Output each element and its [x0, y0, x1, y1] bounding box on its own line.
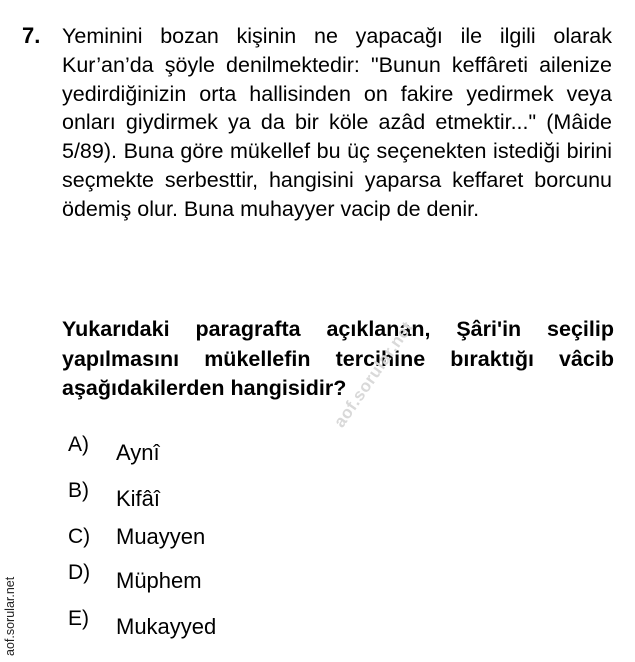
- watermark-diagonal: aof.sorular.net: [330, 317, 418, 431]
- option-a[interactable]: [68, 432, 318, 468]
- watermark-side: aof.sorular.net: [3, 576, 17, 656]
- question-text: Yeminini bozan kişinin ne yapacağı ile ilgili olarak Kur’an’da şöyle denilmektedir: "Bunun keffâreti ailenize yedirdiğinizin orta hallisinden on fakire yedirmek veya onları giydirmek ya da bir köle azâd etmektir..." (Mâide 5/89). Buna göre mükellef bu üç seçenekten istediği birini seçmekte serbesttir, hangisini yaparsa keffaret borcunu ödemiş olur. Buna muhayyer vacip de denir.: [62, 24, 612, 221]
- option-text: Müphem: [116, 568, 202, 593]
- option-text: Aynî: [116, 440, 160, 465]
- option-d[interactable]: [68, 560, 318, 596]
- option-c[interactable]: [68, 524, 318, 560]
- option-text: Mukayyed: [116, 614, 217, 639]
- option-letter: C): [68, 525, 91, 548]
- option-text: Kifâî: [116, 486, 161, 511]
- option-b[interactable]: [68, 478, 318, 514]
- option-letter: D): [68, 561, 91, 584]
- option-letter: B): [68, 479, 89, 502]
- option-e[interactable]: [68, 606, 318, 642]
- question-number: 7.: [22, 23, 41, 48]
- option-letter: E): [68, 607, 89, 630]
- option-text: Muayyen: [116, 524, 206, 549]
- option-letter: A): [68, 433, 89, 456]
- question-prompt: Yukarıdaki paragrafta açıklanan, Şâri'in seçilip yapılmasını mükellefin tercihine bıraktığı vâcib aşağıdakilerden hangisidir?: [62, 317, 614, 400]
